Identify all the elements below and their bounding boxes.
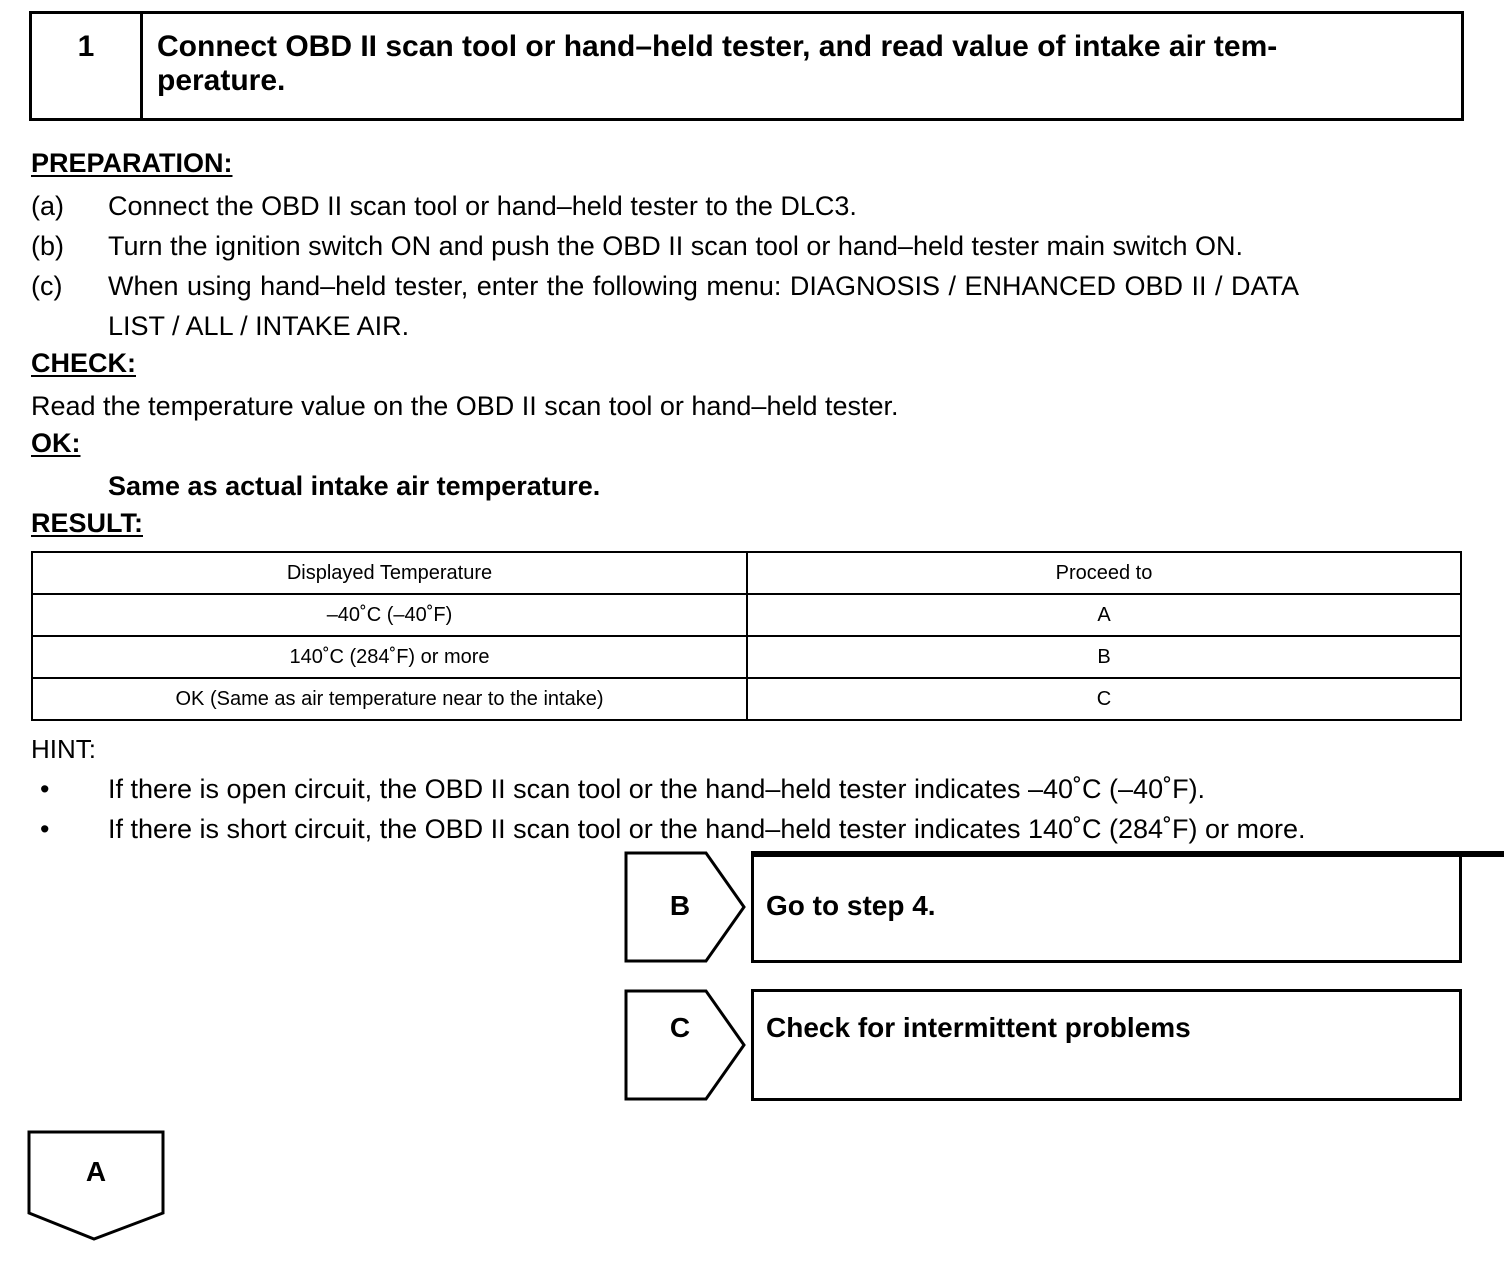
preparation-heading: PREPARATION:: [31, 148, 233, 178]
step-title-line-2: perature.: [157, 64, 286, 97]
ok-text: Same as actual intake air temperature.: [108, 471, 601, 501]
branch-c-box: [751, 989, 1462, 1101]
hint-item-2: If there is short circuit, the OBD II scan tool or the hand–held tester indicates 140˚C (284˚F) or more.: [108, 814, 1306, 844]
table-cell: A: [747, 594, 1461, 636]
result-table: [31, 551, 1462, 721]
result-column-header: Proceed to: [747, 552, 1461, 594]
table-cell: 140˚C (284˚F) or more: [32, 636, 747, 678]
result-heading: RESULT:: [31, 508, 143, 538]
table-cell: –40˚C (–40˚F): [32, 594, 747, 636]
hint-heading: HINT:: [31, 734, 96, 764]
preparation-item-c-text: When using hand–held tester, enter the following menu: DIAGNOSIS / ENHANCED OBD II / DATA: [108, 271, 1300, 301]
hint-item-1: If there is open circuit, the OBD II scan tool or the hand–held tester indicates –40˚C (–40˚F).: [108, 774, 1206, 804]
branch-c-arrow-icon: [624, 989, 748, 1102]
check-text: Read the temperature value on the OBD II scan tool or hand–held tester.: [31, 391, 899, 421]
branch-c-text: Check for intermittent problems: [766, 1012, 1191, 1043]
branch-b-text: Go to step 4.: [766, 890, 936, 921]
table-row: [32, 636, 1461, 678]
table-row: [32, 678, 1461, 720]
table-cell: B: [747, 636, 1461, 678]
table-cell: OK (Same as air temperature near to the intake): [32, 678, 747, 720]
preparation-item-a-text: Connect the OBD II scan tool or hand–held tester to the DLC3.: [108, 191, 857, 221]
ok-heading: OK:: [31, 428, 81, 458]
preparation-item-a-label: (a): [31, 191, 64, 221]
preparation-item-c-label: (c): [31, 271, 63, 301]
bullet-icon: •: [40, 774, 50, 804]
result-column-header: Displayed Temperature: [32, 552, 747, 594]
branch-b-letter: B: [669, 890, 691, 921]
branch-c-letter: C: [669, 1012, 691, 1043]
bullet-icon: •: [40, 814, 50, 844]
table-row: [32, 594, 1461, 636]
table-cell: C: [747, 678, 1461, 720]
preparation-item-b-label: (b): [31, 231, 64, 261]
preparation-item-b-text: Turn the ignition switch ON and push the OBD II scan tool or hand–held tester main switch ON.: [108, 231, 1244, 261]
result-table-header-row: [32, 552, 1461, 594]
check-heading: CHECK:: [31, 348, 136, 378]
step-number: 1: [77, 30, 95, 63]
preparation-item-c-text-cont: LIST / ALL / INTAKE AIR.: [108, 311, 410, 341]
step-header-divider: [140, 11, 143, 121]
branch-a-letter: A: [85, 1156, 107, 1187]
step-title: [157, 30, 1447, 98]
step-title-line-1: Connect OBD II scan tool or hand–held tester, and read value of intake air tem-: [157, 30, 1278, 63]
